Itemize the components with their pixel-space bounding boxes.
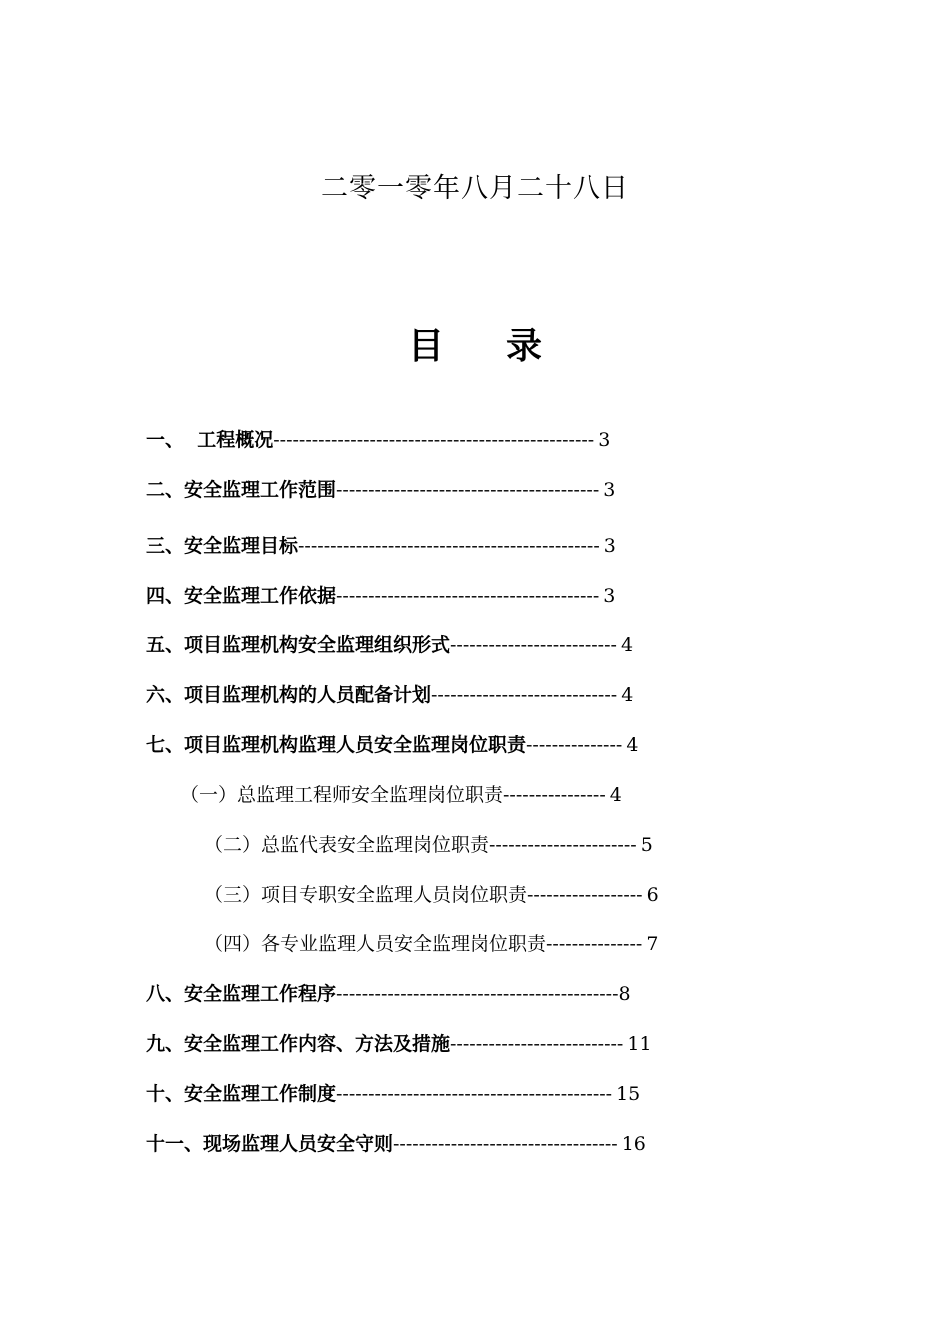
toc-entry-label: 九、安全监理工作内容、方法及措施 (146, 1033, 451, 1055)
toc-entry-page: 4 (620, 634, 634, 656)
toc-entry-page: 16 (621, 1133, 646, 1155)
toc-entry-page: 3 (603, 585, 616, 607)
toc-entry[interactable] (146, 1132, 646, 1156)
toc-subentry[interactable] (204, 833, 653, 857)
toc-entry[interactable] (146, 478, 615, 502)
toc-entry-label: 七、项目监理机构监理人员安全监理岗位职责 (146, 734, 527, 756)
toc-entry[interactable] (146, 733, 638, 757)
toc-entry-label: 三、安全监理目标 (146, 535, 299, 557)
toc-entry-label: 六、项目监理机构的人员配备计划 (146, 684, 432, 706)
toc-entry-label: 八、安全监理工作程序 (146, 983, 337, 1005)
toc-entry-label: （二）总监代表安全监理岗位职责 (204, 834, 490, 856)
document-date: 二零一零年八月二十八日 (321, 173, 629, 204)
toc-entry-leader: ----------------------------- (431, 684, 618, 706)
toc-entry-label: （四）各专业监理人员安全监理岗位职责 (204, 933, 547, 955)
toc-heading (0, 318, 950, 369)
toc-entry-leader: --------------- (546, 933, 643, 955)
toc-entry-page: 3 (603, 535, 616, 557)
toc-subentry[interactable] (204, 883, 659, 907)
toc-entry-leader: ------------------ (527, 884, 643, 906)
toc-entry-leader: ----------------------------------------------- (298, 535, 600, 557)
toc-entry-page: 4 (626, 734, 639, 756)
toc-entry[interactable] (146, 534, 616, 558)
toc-entry-leader: ----------------------------------------- (336, 479, 600, 501)
toc-entry-leader: ----------------------- (489, 834, 637, 856)
toc-entry-label: 一、 工程概况 (146, 429, 274, 451)
toc-entry[interactable] (146, 1082, 640, 1106)
toc-entry-leader: --------------------------- (450, 1033, 624, 1055)
toc-entry-page: 7 (646, 933, 659, 955)
toc-entry[interactable] (146, 633, 633, 657)
toc-entry[interactable] (146, 683, 633, 707)
toc-entry[interactable] (146, 1032, 652, 1056)
toc-entry[interactable] (146, 428, 610, 452)
toc-entry-page: 3 (598, 429, 611, 451)
toc-heading-char-1: 目 (407, 325, 444, 367)
toc-entry-leader: ----------------------------------------- (336, 585, 600, 607)
toc-entry-page: 5 (640, 834, 653, 856)
toc-entry-leader: -------------------------- (450, 634, 617, 656)
toc-entry-page: 11 (627, 1033, 652, 1055)
toc-entry-page: 4 (609, 784, 622, 806)
toc-entry-label: （三）项目专职安全监理人员岗位职责 (204, 884, 528, 906)
toc-entry-page: 4 (621, 684, 634, 706)
toc-entry-label: 五、项目监理机构安全监理组织形式 (146, 634, 451, 656)
toc-entry-label: （一）总监理工程师安全监理岗位职责 (180, 784, 504, 806)
toc-entry-leader: ------------------------------------------- (336, 1083, 613, 1105)
toc-heading-char-2: 录 (506, 325, 543, 367)
toc-entry-label: 四、安全监理工作依据 (146, 585, 337, 607)
toc-subentry[interactable] (180, 783, 622, 807)
toc-entry-leader: --------------- (526, 734, 623, 756)
toc-entry-leader: ----------------------------------- (393, 1133, 618, 1155)
toc-entry-leader: ---------------- (503, 784, 606, 806)
toc-entry-label: 二、安全监理工作范围 (146, 479, 337, 501)
toc-entry-label: 十一、现场监理人员安全守则 (146, 1133, 394, 1155)
toc-entry-leader: -------------------------------------------- (336, 983, 619, 1005)
toc-entry-page: 3 (603, 479, 616, 501)
toc-entry-page: 8 (618, 983, 631, 1005)
toc-entry[interactable] (146, 982, 631, 1006)
toc-entry-leader: -------------------------------------------------- (273, 429, 595, 451)
toc-entry-label: 十、安全监理工作制度 (146, 1083, 337, 1105)
toc-entry-page: 6 (646, 884, 659, 906)
toc-entry[interactable] (146, 584, 615, 608)
toc-subentry[interactable] (204, 932, 658, 956)
toc-entry-page: 15 (616, 1083, 641, 1105)
